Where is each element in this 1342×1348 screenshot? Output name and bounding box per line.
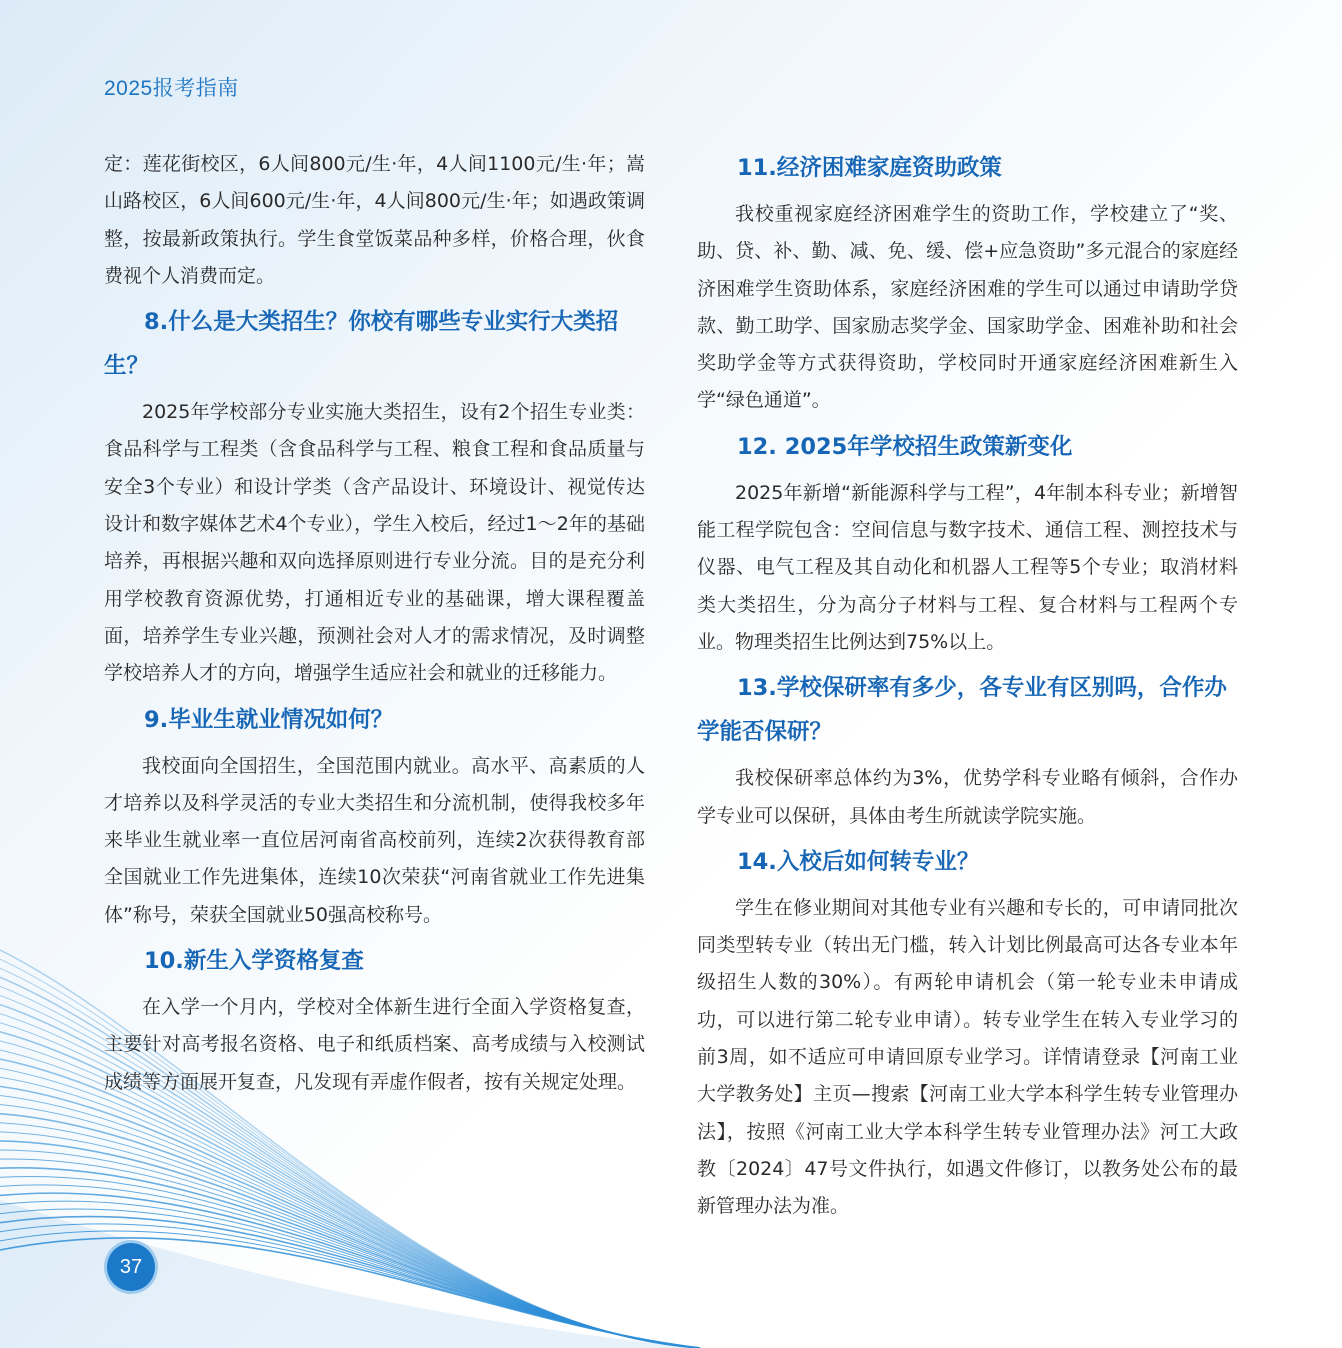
wave-line	[0, 1201, 700, 1348]
section-heading-q9: 9.毕业生就业情况如何？	[144, 706, 394, 733]
wave-line	[0, 1193, 700, 1348]
section-body-q10: 在入学一个月内，学校对全体新生进行全面入学资格复查，主要针对高考报名资格、电子和纸质档案、高考成绩与入校测试成绩等方面展开复查，凡发现有弄虚作假者，按有关规定处理。	[104, 996, 645, 1093]
section-heading-q11: 11.经济困难家庭资助政策	[737, 155, 1002, 181]
section-body-q9: 我校面向全国招生，全国范围内就业。高水平、高素质的人才培养以及科学灵活的专业大类招生和分流机制，使得我校多年来毕业生就业率一直位居河南省高校前列，连续2次获得教育部全国就业工作先进集体，连续10次荣获“河南省就业工作先进集体”称号，荣获全国就业50强高校称号。	[104, 754, 645, 926]
wave-line	[0, 1114, 700, 1348]
section-heading-q13: 13.学校保研率有多少，各专业有区别吗，合作办学能否保研？	[697, 675, 1227, 746]
wave-line	[0, 1095, 700, 1348]
section-heading-q10: 10.新生入学资格复查	[144, 948, 364, 975]
section-heading-q12: 12. 2025年学校招生政策新变化	[737, 433, 1073, 460]
section-body-q8: 2025年学校部分专业实施大类招生，设有2个招生专业类：食品科学与工程类（含食品科学与工程、粮食工程和食品质量与安全3个专业）和设计学类（含产品设计、环境设计、视觉传达设计和数字媒体艺术4个专业），学生入校后，经过1～2年的基础培养，再根据兴趣和双向选择原则进行专业分流。目的是充分利用学校教育资源优势，打通相近专业的基础课，增大课程覆盖面，培养学生专业兴趣，预测社会对人才的需求情况，及时调整学校培养人才的方向，增强学生适应社会和就业的迁移能力。	[104, 401, 645, 685]
wave-fill	[0, 1200, 700, 1348]
wave-line	[0, 1105, 700, 1348]
wave-line	[0, 1185, 700, 1348]
page-number-badge: 37	[107, 1243, 155, 1291]
wave-line	[0, 1217, 700, 1348]
wave-line	[0, 1077, 700, 1348]
section-body-q14: 学生在修业期间对其他专业有兴趣和专长的，可申请同批次同类型转专业（转出无门槛，转入计划比例最高可达各专业本年级招生人数的30%）。有两轮申请机会（第一轮专业未申请成功，可以进行第二轮专业申请）。转专业学生在转入专业学习的前3周，如不适应可申请回原专业学习。详情请登录【河南工业大学教务处】主页—搜索【河南工业大学本科学生转专业管理办法】，按照《河南工业大学本科学生转专业管理办法》河工大政教〔2024〕47号文件执行，如遇文件修订，以教务处公布的最新管理办法为准。	[697, 896, 1238, 1218]
wave-line	[0, 1086, 700, 1348]
section-body-q11: 我校重视家庭经济困难学生的资助工作，学校建立了“奖、助、贷、补、勤、减、免、缓、偿+应急资助”多元混合的家庭经济困难学生资助体系，家庭经济困难的学生可以通过申请助学贷款、勤工助学、国家励志奖学金、国家助学金、困难补助和社会奖助学金等方式获得资助，学校同时开通家庭经济困难新生入学“绿色通道”。	[697, 203, 1238, 412]
wave-line	[0, 1150, 700, 1348]
right-column	[697, 146, 1238, 1231]
wave-line	[0, 1068, 700, 1348]
left-column	[104, 146, 645, 1106]
wave-line	[0, 1141, 700, 1348]
wave-line	[0, 1176, 700, 1348]
wave-line	[0, 1132, 700, 1348]
section-body-q13: 我校保研率总体约为3%，优势学科专业略有倾斜，合作办学专业可以保研，具体由考生所就读学院实施。	[697, 767, 1238, 827]
section-heading-q8: 8.什么是大类招生？你校有哪些专业实行大类招生？	[104, 309, 619, 380]
wave-line	[0, 1224, 700, 1348]
wave-line	[0, 1238, 700, 1348]
wave-line	[0, 1123, 700, 1348]
dorm-fee-paragraph: 定：莲花街校区，6人间800元/生·年，4人间1100元/生·年；嵩山路校区，6人间600元/生·年，4人间800元/生·年；如遇政策调整，按最新政策执行。学生食堂饭菜品种多样，价格合理，伙食费视个人消费而定。	[104, 153, 645, 287]
wave-line	[0, 1209, 700, 1348]
section-body-q12: 2025年新增“新能源科学与工程”，4年制本科专业；新增智能工程学院包含：空间信息与数字技术、通信工程、测控技术与仪器、电气工程及其自动化和机器人工程等5个专业；取消材料类大类招生，分为高分子材料与工程、复合材料与工程两个专业。物理类招生比例达到75%以上。	[697, 481, 1238, 653]
section-heading-q14: 14.入校后如何转专业？	[737, 848, 980, 875]
guide-title: 2025报考指南	[104, 77, 239, 100]
wave-line	[0, 1231, 700, 1348]
wave-line	[0, 1159, 700, 1348]
wave-line	[0, 1168, 700, 1348]
